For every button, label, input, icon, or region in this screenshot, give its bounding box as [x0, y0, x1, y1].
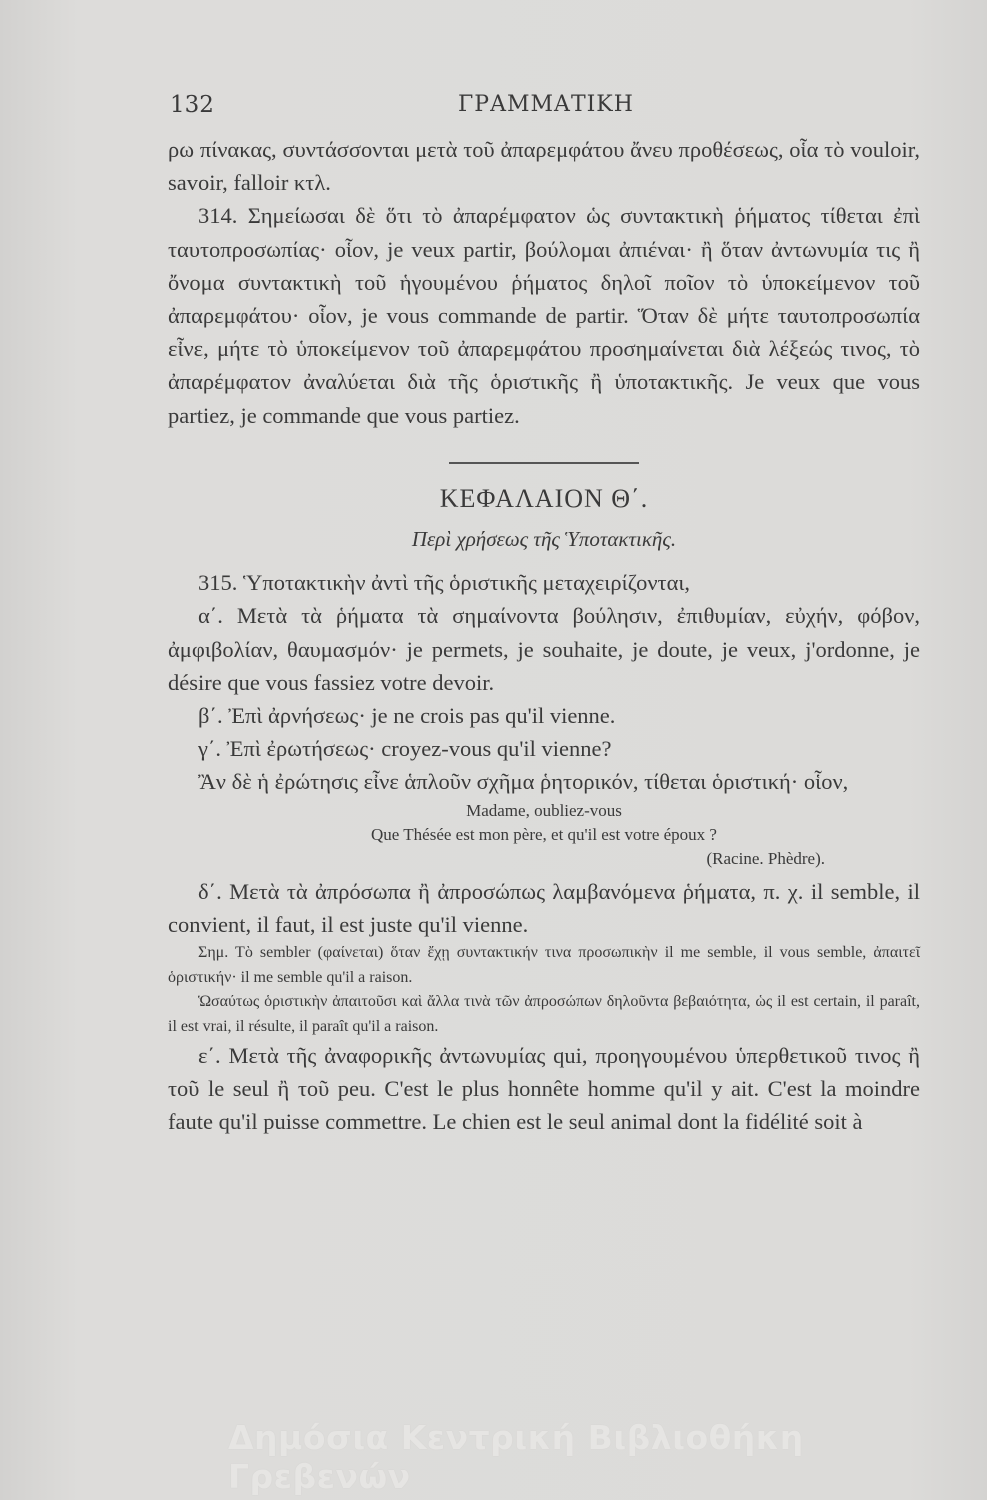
- note-impersonal: Ὡσαύτως ὁριστικὴν ἀπαιτοῦσι καὶ ἄλλα τινὰ τῶν ἀπροσώπων δηλοῦντα βεβαιότητα, ὡς il est certain, il paraît, il est vrai, il résulte, il paraît qu'il a raison.: [168, 993, 920, 1035]
- running-head: [170, 92, 922, 122]
- item-delta: δ΄. Μετὰ τὰ ἀπρόσωπα ἢ ἀπροσώπως λαμβανόμενα ῥήματα, π. χ. il semble, il convient, il faut, il est juste qu'il vienne.: [168, 878, 920, 937]
- quote-line-2: Que Thésée est mon père, et qu'il est votre époux ?: [371, 824, 717, 844]
- item-gamma: γ΄. Ἐπὶ ἐρωτήσεως· croyez-vous qu'il vienne?: [198, 736, 612, 762]
- page-title: ΓΡΑΜΜΑΤΙΚΗ: [458, 92, 634, 117]
- quote-line-1: Madame, oubliez-vous: [466, 800, 622, 820]
- note-sembler: Σημ. Τὸ sembler (φαίνεται) ὅταν ἔχῃ συντακτικήν τινα προσωπικὴν il me semble, il vous semble, ἀπαιτεῖ ὁριστικήν· il me semble qu'il a raison.: [168, 944, 920, 986]
- chapter-subtitle: Περὶ χρήσεως τῆς Ὑποτακτικῆς.: [411, 527, 677, 552]
- quote-citation: (Racine. Phèdre).: [706, 848, 825, 868]
- footnote-block: [168, 941, 920, 1039]
- item-gamma-remark: Ἂν δὲ ἡ ἐρώτησις εἶνε ἁπλοῦν σχῆμα ῥητορικόν, τίθεται ὁριστική· οἷον,: [198, 769, 849, 795]
- item-beta: β΄. Ἐπὶ ἀρνήσεως· je ne crois pas qu'il vienne.: [198, 703, 616, 729]
- item-alpha: α΄. Μετὰ τὰ ῥήματα τὰ σημαίνοντα βούλησιν, ἐπιθυμίαν, εὐχήν, φόβον, ἀμφιβολίαν, θαυμασμόν· je permets, je souhaite, je doute, je veux, j'ordonne, je désire que vous fassiez votre devoir.: [168, 603, 920, 695]
- page-number: 132: [170, 92, 214, 118]
- section-divider: [449, 462, 639, 464]
- paragraph-continuation: ρω πίνακας, συντάσσονται μετὰ τοῦ ἀπαρεμφάτου ἄνευ προθέσεως, οἷα τὸ vouloir, savoir, falloir κτλ.: [168, 137, 920, 196]
- page-body: [168, 133, 920, 1139]
- paragraph-314: 314. Σημείωσαι δὲ ὅτι τὸ ἀπαρέμφατον ὡς συντακτικὴ ῥήματος τίθεται ἐπὶ ταυτοπροσωπίας· οἷον, je veux partir, βούλομαι ἀπιέναι· ἢ ὅταν ἀντωνυμία τις ἢ ὄνομα συντακτικὴ τοῦ ἡγουμένου ῥήματος δηλοῖ ποῖον τὸ ὑποκείμενον τοῦ ἀπαρεμφάτου· οἷον, je vous commande de partir. Ὅταν δὲ μήτε ταυτοπροσωπία εἶνε, μήτε τὸ ὑποκείμενον τοῦ ἀπαρεμφάτου προσημαίνεται διὰ λέξεώς τινος, τὸ ἀπαρέμφατον ἀναλύεται διὰ τῆς ὁριστικῆς ἢ ὑποτακτικῆς. Je veux que vous partiez, je commande que vous partiez.: [168, 203, 920, 428]
- chapter-title: ΚΕΦΑΛΑΙΟΝ Θ΄.: [439, 483, 649, 513]
- library-watermark: Δημόσια Κεντρική Βιβλιοθήκη Γρεβενών: [228, 1418, 804, 1496]
- paragraph-315: 315. Ὑποτακτικὴν ἀντὶ τῆς ὁριστικῆς μεταχειρίζονται,: [198, 570, 691, 596]
- item-epsilon: ε΄. Μετὰ τῆς ἀναφορικῆς ἀντωνυμίας qui, προηγουμένου ὑπερθετικοῦ τινος ἢ τοῦ le seul ἢ τοῦ peu. C'est le plus honnête homme qu'il y ait. C'est la moindre faute qu'il puisse commettre. Le chien est le seul animal dont la fidélité soit à: [168, 1043, 920, 1135]
